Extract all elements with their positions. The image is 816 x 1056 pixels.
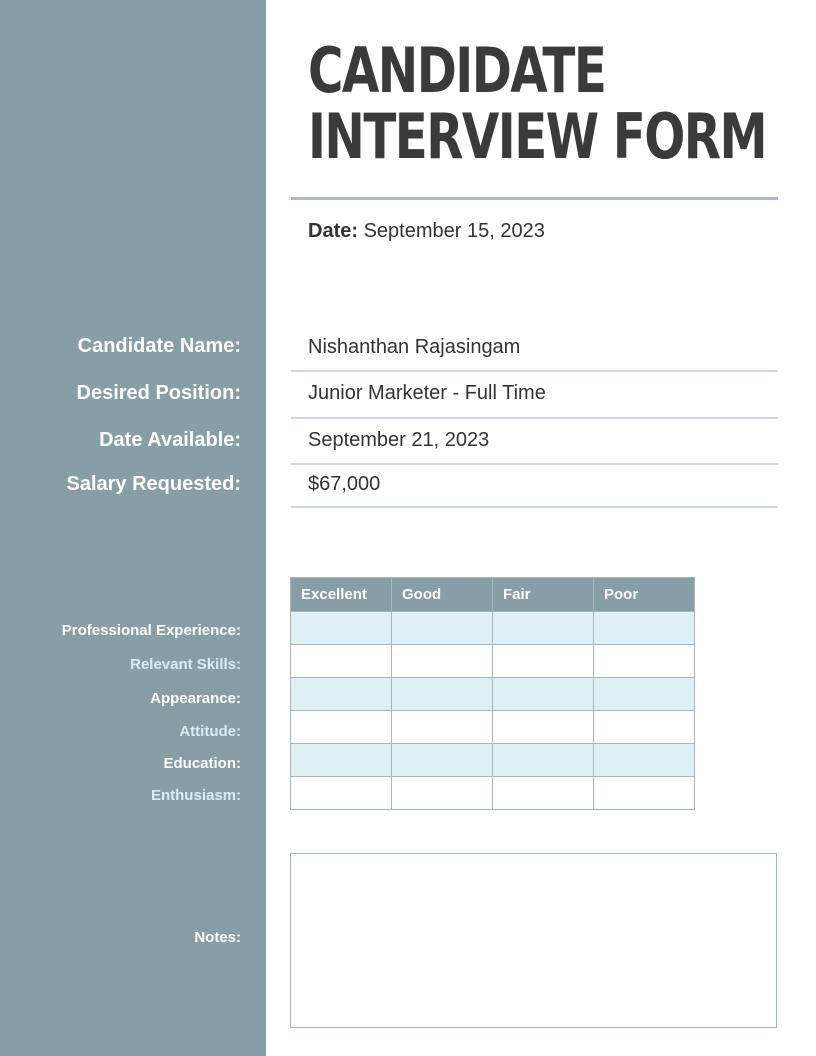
title-line-2: INTERVIEW FORM: [308, 100, 767, 173]
salary-requested-value[interactable]: $67,000: [308, 473, 381, 495]
rating-row-relevant-skills: [291, 645, 695, 678]
title-divider: [291, 197, 778, 200]
rating-row-attitude: [291, 711, 695, 744]
notes-label: Notes:: [194, 929, 241, 946]
sidebar-panel: [0, 0, 266, 1056]
criterion-appearance: Appearance:: [150, 690, 241, 707]
rating-table: [290, 577, 695, 810]
date-label: Date:: [308, 220, 359, 242]
date-value: September 15, 2023: [363, 220, 545, 242]
criterion-education: Education:: [163, 755, 241, 772]
rating-cell[interactable]: [493, 777, 594, 810]
form-date: [308, 220, 545, 243]
rating-cell[interactable]: [493, 645, 594, 678]
rating-cell[interactable]: [594, 744, 695, 777]
rating-row-appearance: [291, 678, 695, 711]
rating-header-row: [291, 578, 695, 612]
notes-box[interactable]: [290, 853, 777, 1028]
desired-position-rule: [291, 417, 778, 419]
rating-cell[interactable]: [594, 777, 695, 810]
desired-position-label: Desired Position:: [76, 382, 241, 404]
title-line-1: CANDIDATE: [308, 34, 606, 107]
rating-cell[interactable]: [493, 711, 594, 744]
column-fair: Fair: [493, 578, 594, 612]
candidate-name-value[interactable]: Nishanthan Rajasingam: [308, 336, 521, 358]
rating-row-enthusiasm: [291, 777, 695, 810]
rating-row-professional-experience: [291, 612, 695, 645]
rating-cell[interactable]: [291, 678, 392, 711]
rating-cell[interactable]: [594, 645, 695, 678]
rating-cell[interactable]: [291, 612, 392, 645]
rating-cell[interactable]: [392, 645, 493, 678]
criterion-attitude: Attitude:: [179, 723, 241, 740]
rating-cell[interactable]: [594, 678, 695, 711]
date-available-label: Date Available:: [99, 429, 241, 451]
rating-row-education: [291, 744, 695, 777]
rating-cell[interactable]: [291, 711, 392, 744]
rating-cell[interactable]: [493, 678, 594, 711]
rating-cell[interactable]: [291, 777, 392, 810]
candidate-name-rule: [291, 370, 778, 372]
rating-cell[interactable]: [291, 645, 392, 678]
rating-cell[interactable]: [392, 744, 493, 777]
rating-cell[interactable]: [392, 711, 493, 744]
rating-cell[interactable]: [594, 711, 695, 744]
column-good: Good: [392, 578, 493, 612]
date-available-rule: [291, 463, 778, 465]
salary-requested-label: Salary Requested:: [66, 473, 241, 495]
column-excellent: Excellent: [291, 578, 392, 612]
criterion-relevant-skills: Relevant Skills:: [130, 656, 241, 673]
rating-cell[interactable]: [392, 777, 493, 810]
criterion-professional-experience: Professional Experience:: [61, 622, 241, 639]
rating-cell[interactable]: [392, 678, 493, 711]
rating-cell[interactable]: [493, 744, 594, 777]
column-poor: Poor: [594, 578, 695, 612]
date-available-value[interactable]: September 21, 2023: [308, 429, 490, 451]
rating-cell[interactable]: [291, 744, 392, 777]
criterion-enthusiasm: Enthusiasm:: [150, 787, 241, 804]
rating-cell[interactable]: [392, 612, 493, 645]
rating-cell[interactable]: [594, 612, 695, 645]
page-title: [308, 34, 767, 173]
desired-position-value[interactable]: Junior Marketer - Full Time: [308, 382, 546, 404]
salary-requested-rule: [291, 506, 778, 508]
rating-cell[interactable]: [493, 612, 594, 645]
candidate-name-label: Candidate Name:: [77, 335, 241, 357]
